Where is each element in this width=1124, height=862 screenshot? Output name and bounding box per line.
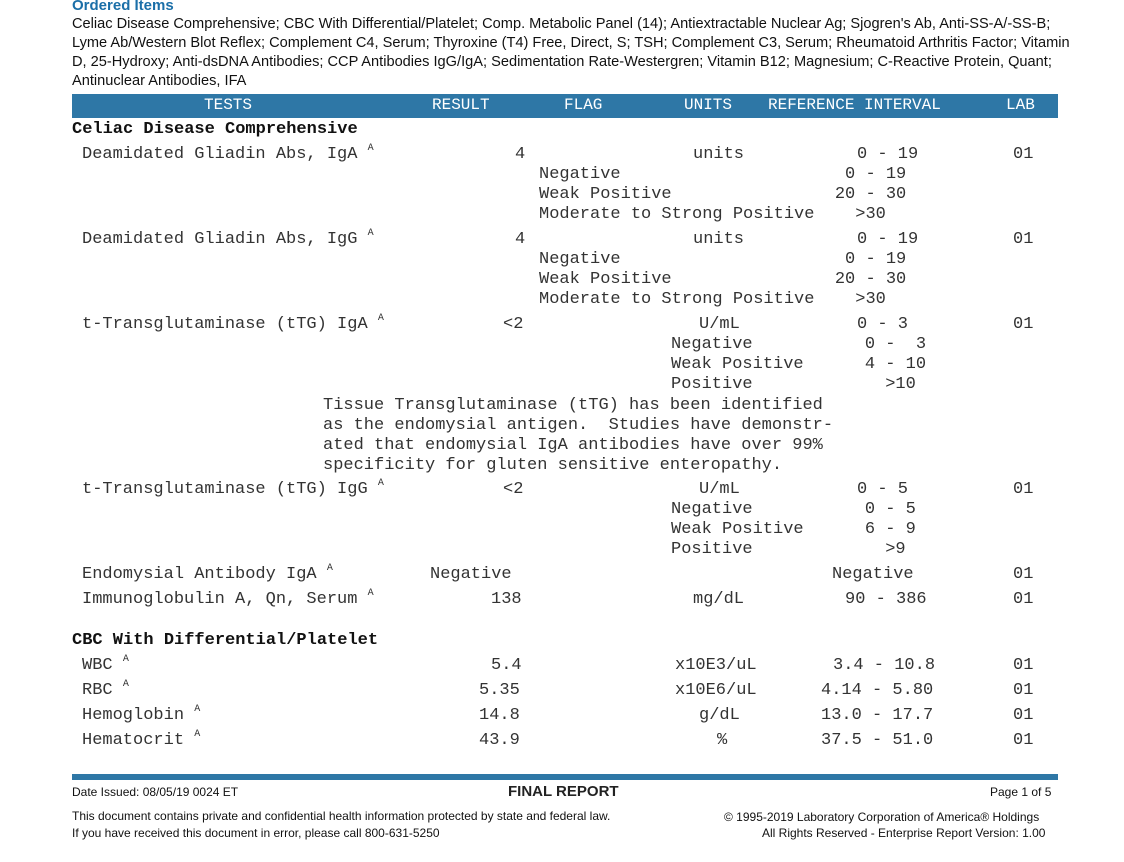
interp-line: Negative 0 - 5 [671, 500, 916, 519]
table-row-test: Immunoglobulin A, Qn, Serum $^A$ [82, 588, 374, 609]
ordered-items-title: Ordered Items [72, 0, 174, 14]
header-flag: FLAG [564, 96, 603, 114]
interp-line: Weak Positive 20 - 30 [539, 185, 907, 204]
table-row-result: 5.4 [491, 656, 522, 675]
table-row-reference: 0 - 19 [857, 145, 919, 164]
ordered-items-list: Celiac Disease Comprehensive; CBC With Differential/Platelet; Comp. Metabolic Panel (14); Antiextractable Nuclear Ag; Sjogren's Ab, Anti-SS-A/-SS-B; Lyme Ab/Western Blot Reflex; Complement C4, Serum; Thyroxine (T4) Free, Direct, S; TSH; Complement C3, Serum; Rheumatoid Arthritis Factor; Vitamin D, 25-Hydroxy; Anti-dsDNA Antibodies; CCP Antibodies IgG/IgA; Sedimentation Rate-Westergren; Vitamin B12; Magnesium; C-Reactive Protein, Quant; Antinuclear Antibodies, IFA [72, 16, 1070, 89]
table-row-test: Deamidated Gliadin Abs, IgG $^A$ [82, 228, 374, 249]
interp-line: Moderate to Strong Positive >30 [539, 290, 886, 309]
rights-notice: All Rights Reserved - Enterprise Report Version: 1.00 [762, 826, 1046, 840]
table-row-test: Deamidated Gliadin Abs, IgA $^A$ [82, 143, 374, 164]
header-units: UNITS [684, 96, 733, 114]
table-row-test: t-Transglutaminase (tTG) IgA $^A$ [82, 313, 384, 334]
table-row-lab: 01 [1013, 230, 1034, 249]
table-row-result: 138 [491, 590, 522, 609]
table-row-lab: 01 [1013, 480, 1034, 499]
table-row-reference: 37.5 - 51.0 [821, 731, 934, 750]
interp-line: Moderate to Strong Positive >30 [539, 205, 886, 224]
table-row-result: Negative [430, 565, 512, 584]
footnote-marker: A [194, 704, 201, 715]
table-row-reference: 0 - 3 [857, 315, 909, 334]
footnote-marker: A [194, 729, 201, 740]
footer-bar [72, 774, 1058, 780]
comment-line: as the endomysial antigen. Studies have demonstr- [323, 416, 834, 435]
table-row-lab: 01 [1013, 656, 1034, 675]
table-row-lab: 01 [1013, 706, 1034, 725]
table-row-units: % [717, 731, 728, 750]
interp-line: Positive >10 [671, 375, 916, 394]
table-row-lab: 01 [1013, 565, 1034, 584]
footnote-marker: A [367, 228, 374, 239]
table-row-units: mg/dL [693, 590, 745, 609]
table-row-reference: 13.0 - 17.7 [821, 706, 934, 725]
page-number: Page 1 of 5 [990, 785, 1052, 799]
footnote-marker: A [367, 143, 374, 154]
table-row-units: x10E6/uL [675, 681, 757, 700]
table-row-test: Hematocrit $^A$ [82, 729, 201, 750]
table-row-result: 4 [515, 145, 526, 164]
interp-line: Negative 0 - 19 [539, 250, 907, 269]
table-row-reference: 90 - 386 [845, 590, 927, 609]
header-reference-interval: REFERENCE INTERVAL [768, 96, 941, 114]
table-row-result: 14.8 [479, 706, 520, 725]
interp-line: Weak Positive 6 - 9 [671, 520, 916, 539]
table-row-result: <2 [503, 480, 524, 499]
table-row-result: 4 [515, 230, 526, 249]
table-row-reference: 3.4 - 10.8 [833, 656, 936, 675]
table-row-units: g/dL [699, 706, 740, 725]
footnote-marker: A [367, 588, 374, 599]
error-contact-notice: If you have received this document in error, please call 800-631-5250 [72, 826, 440, 840]
table-row-reference: Negative [832, 565, 914, 584]
table-row-lab: 01 [1013, 681, 1034, 700]
table-row-test: Hemoglobin $^A$ [82, 704, 201, 725]
table-row-units: U/mL [699, 480, 740, 499]
copyright-notice: © 1995-2019 Laboratory Corporation of America® Holdings [724, 810, 1040, 824]
table-row-result: <2 [503, 315, 524, 334]
date-issued: Date Issued: 08/05/19 0024 ET [72, 785, 239, 799]
footnote-marker: A [377, 478, 384, 489]
header-tests: TESTS [204, 96, 253, 114]
interp-line: Weak Positive 4 - 10 [671, 355, 927, 374]
section-cbc: CBC With Differential/Platelet [72, 631, 379, 650]
table-row-units: units [693, 230, 745, 249]
table-row-units: x10E3/uL [675, 656, 757, 675]
table-row-lab: 01 [1013, 145, 1034, 164]
table-row-lab: 01 [1013, 731, 1034, 750]
comment-line: specificity for gluten sensitive enteropathy. [323, 456, 783, 475]
footnote-marker: A [122, 654, 129, 665]
table-row-test: Endomysial Antibody IgA $^A$ [82, 563, 333, 584]
comment-line: ated that endomysial IgA antibodies have over 99% [323, 436, 823, 455]
table-row-test: t-Transglutaminase (tTG) IgG $^A$ [82, 478, 384, 499]
interp-line: Negative 0 - 19 [539, 165, 907, 184]
table-row-lab: 01 [1013, 315, 1034, 334]
footnote-marker: A [326, 563, 333, 574]
header-lab: LAB [1006, 96, 1035, 114]
table-row-lab: 01 [1013, 590, 1034, 609]
table-row-reference: 0 - 19 [857, 230, 919, 249]
section-celiac: Celiac Disease Comprehensive [72, 120, 358, 139]
privacy-notice: This document contains private and confidential health information protected by state and federal law. [72, 809, 611, 823]
header-result: RESULT [432, 96, 490, 114]
table-row-result: 43.9 [479, 731, 520, 750]
table-row-reference: 4.14 - 5.80 [821, 681, 934, 700]
final-report-label: FINAL REPORT [508, 783, 619, 800]
table-row-units: U/mL [699, 315, 740, 334]
table-row-test: RBC $^A$ [82, 679, 129, 700]
interp-line: Negative 0 - 3 [671, 335, 927, 354]
comment-line: Tissue Transglutaminase (tTG) has been identified [323, 396, 823, 415]
footnote-marker: A [377, 313, 384, 324]
table-row-units: units [693, 145, 745, 164]
footnote-marker: A [122, 679, 129, 690]
table-row-result: 5.35 [479, 681, 520, 700]
table-row-test: WBC $^A$ [82, 654, 129, 675]
table-row-reference: 0 - 5 [857, 480, 909, 499]
interp-line: Positive >9 [671, 540, 906, 559]
interp-line: Weak Positive 20 - 30 [539, 270, 907, 289]
